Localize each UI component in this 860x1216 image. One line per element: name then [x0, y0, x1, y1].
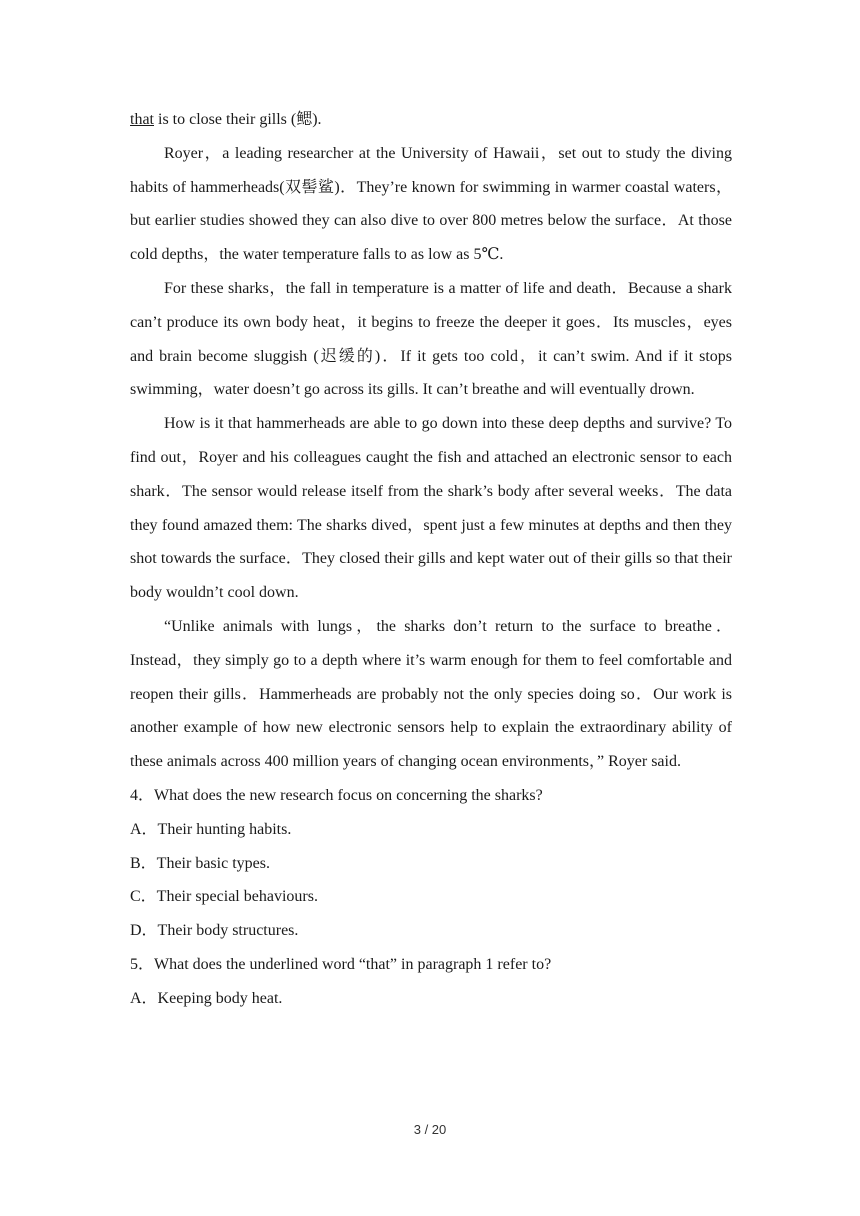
- paragraph-4: How is it that hammerheads are able to go down into these deep depths and survive? To find out，Royer and his colleagues caught the fish and attached an electronic sensor to each shark．The sensor would release itself from the shark’s body after several weeks．The data they found amazed them: The sharks dived，spent just a few minutes at depths and then they shot towards the surface．They closed their gills and kept water out of their gills so that their body wouldn’t cool down.: [130, 415, 732, 602]
- page-number: 3 / 20: [413, 1122, 447, 1137]
- question-5-option-a: A．Keeping body heat.: [130, 989, 283, 1007]
- question-4-option-a: A．Their hunting habits.: [130, 820, 292, 838]
- question-4-option-c: C．Their special behaviours.: [130, 888, 318, 906]
- question-4-stem: 4．What does the new research focus on concerning the sharks?: [130, 786, 543, 804]
- document-page: [130, 103, 732, 1016]
- paragraph-1-text: is to close their gills (鳃).: [154, 111, 322, 128]
- question-4-option-d: D．Their body structures.: [130, 922, 299, 940]
- paragraph-1-fragment: [130, 103, 732, 137]
- paragraph-5: “Unlike animals with lungs，the sharks don’t return to the surface to breathe．Instead，they simply go to a depth where it’s warm enough for them to feel comfortable and reopen their gills．Hammerheads are probably not the only species doing so．Our work is another example of how new electronic sensors help to explain the extraordinary ability of these animals across 400 million years of changing ocean environments，” Royer said.: [130, 617, 732, 771]
- question-4-option-b: B．Their basic types.: [130, 854, 270, 872]
- underlined-word: that: [130, 111, 154, 128]
- paragraph-3: For these sharks，the fall in temperature is a matter of life and death．Because a shark can’t produce its own body heat，it begins to freeze the deeper it goes．Its muscles，eyes and brain become sluggish (迟缓的)．If it gets too cold，it can’t swim. And if it stops swimming，water doesn’t go across its gills. It can’t breathe and will eventually drown.: [130, 279, 732, 399]
- paragraph-2: Royer，a leading researcher at the University of Hawaii，set out to study the diving habits of hammerheads(双髻鲨)．They’re known for swimming in warmer coastal waters，but earlier studies showed they can also dive to over 800 metres below the surface．At those cold depths，the water temperature falls to as low as 5℃.: [130, 144, 732, 264]
- question-5-stem: 5．What does the underlined word “that” in paragraph 1 refer to?: [130, 955, 552, 973]
